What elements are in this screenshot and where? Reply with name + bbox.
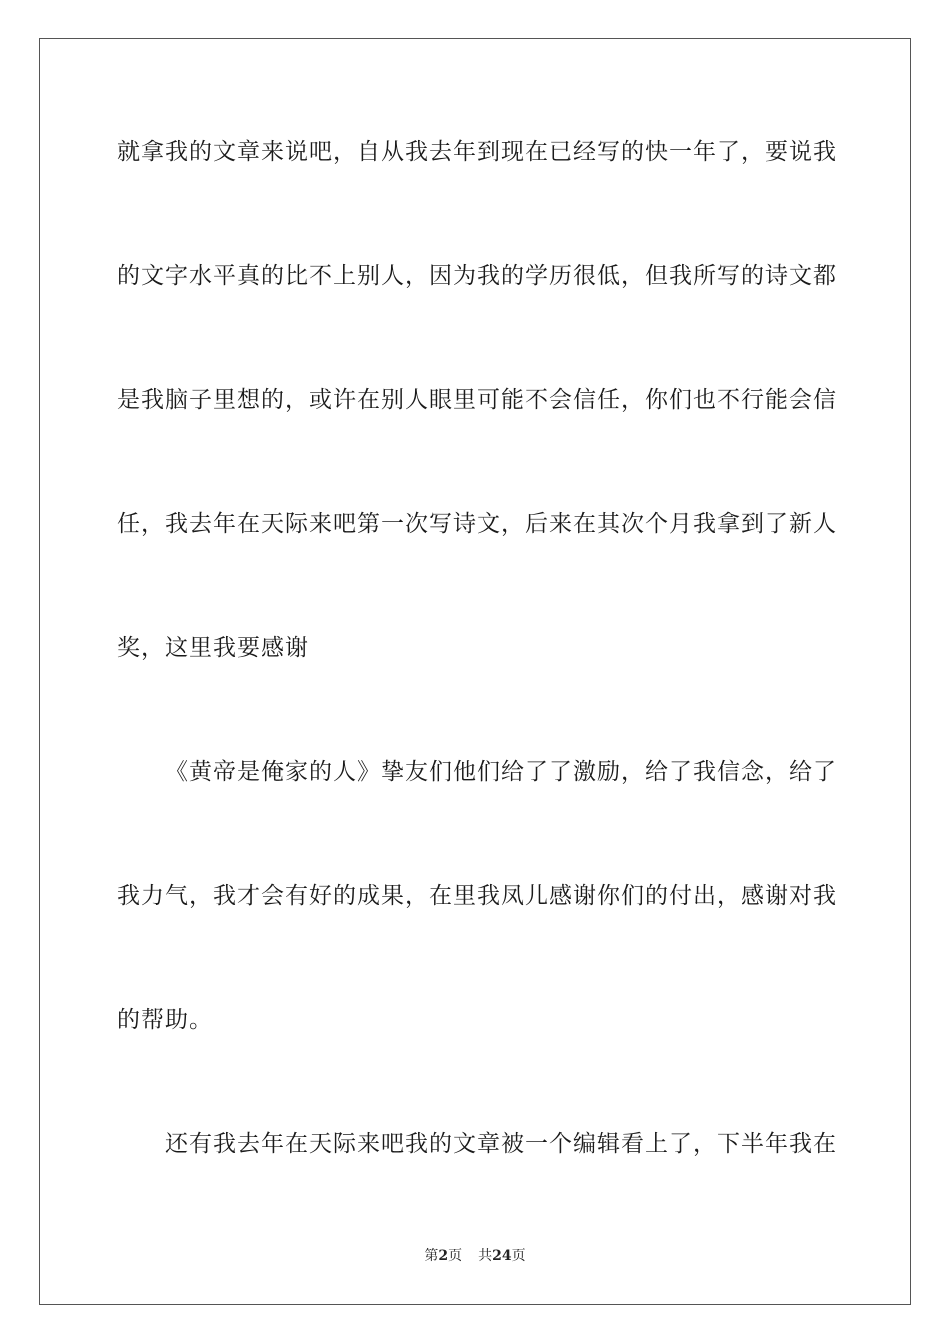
current-page-number: 2 — [438, 1248, 449, 1264]
total-prefix: 共 — [478, 1248, 493, 1264]
total-pages-number: 24 — [492, 1248, 512, 1264]
page-footer — [0, 1247, 950, 1265]
paragraph-line-6: 《黄帝是俺家的人》挚友们他们给了了激励，给了我信念，给了 — [165, 759, 837, 785]
page-suffix: 页 — [448, 1248, 463, 1264]
page-prefix: 第 — [424, 1248, 439, 1264]
paragraph-line-9: 还有我去年在天际来吧我的文章被一个编辑看上了，下半年我在 — [165, 1131, 837, 1157]
paragraph-line-7: 我力气，我才会有好的成果，在里我凤儿感谢你们的付出，感谢对我 — [117, 883, 837, 909]
paragraph-line-8: 的帮助。 — [117, 1007, 213, 1033]
paragraph-line-4: 任，我去年在天际来吧第一次写诗文，后来在其次个月我拿到了新人 — [117, 511, 837, 537]
page-border — [39, 38, 911, 1305]
paragraph-line-1: 就拿我的文章来说吧，自从我去年到现在已经写的快一年了，要说我 — [117, 139, 837, 165]
total-suffix: 页 — [511, 1248, 526, 1264]
paragraph-line-3: 是我脑子里想的，或许在别人眼里可能不会信任，你们也不行能会信 — [117, 387, 837, 413]
paragraph-line-2: 的文字水平真的比不上别人，因为我的学历很低，但我所写的诗文都 — [117, 263, 837, 289]
paragraph-line-5: 奖，这里我要感谢 — [117, 635, 309, 661]
